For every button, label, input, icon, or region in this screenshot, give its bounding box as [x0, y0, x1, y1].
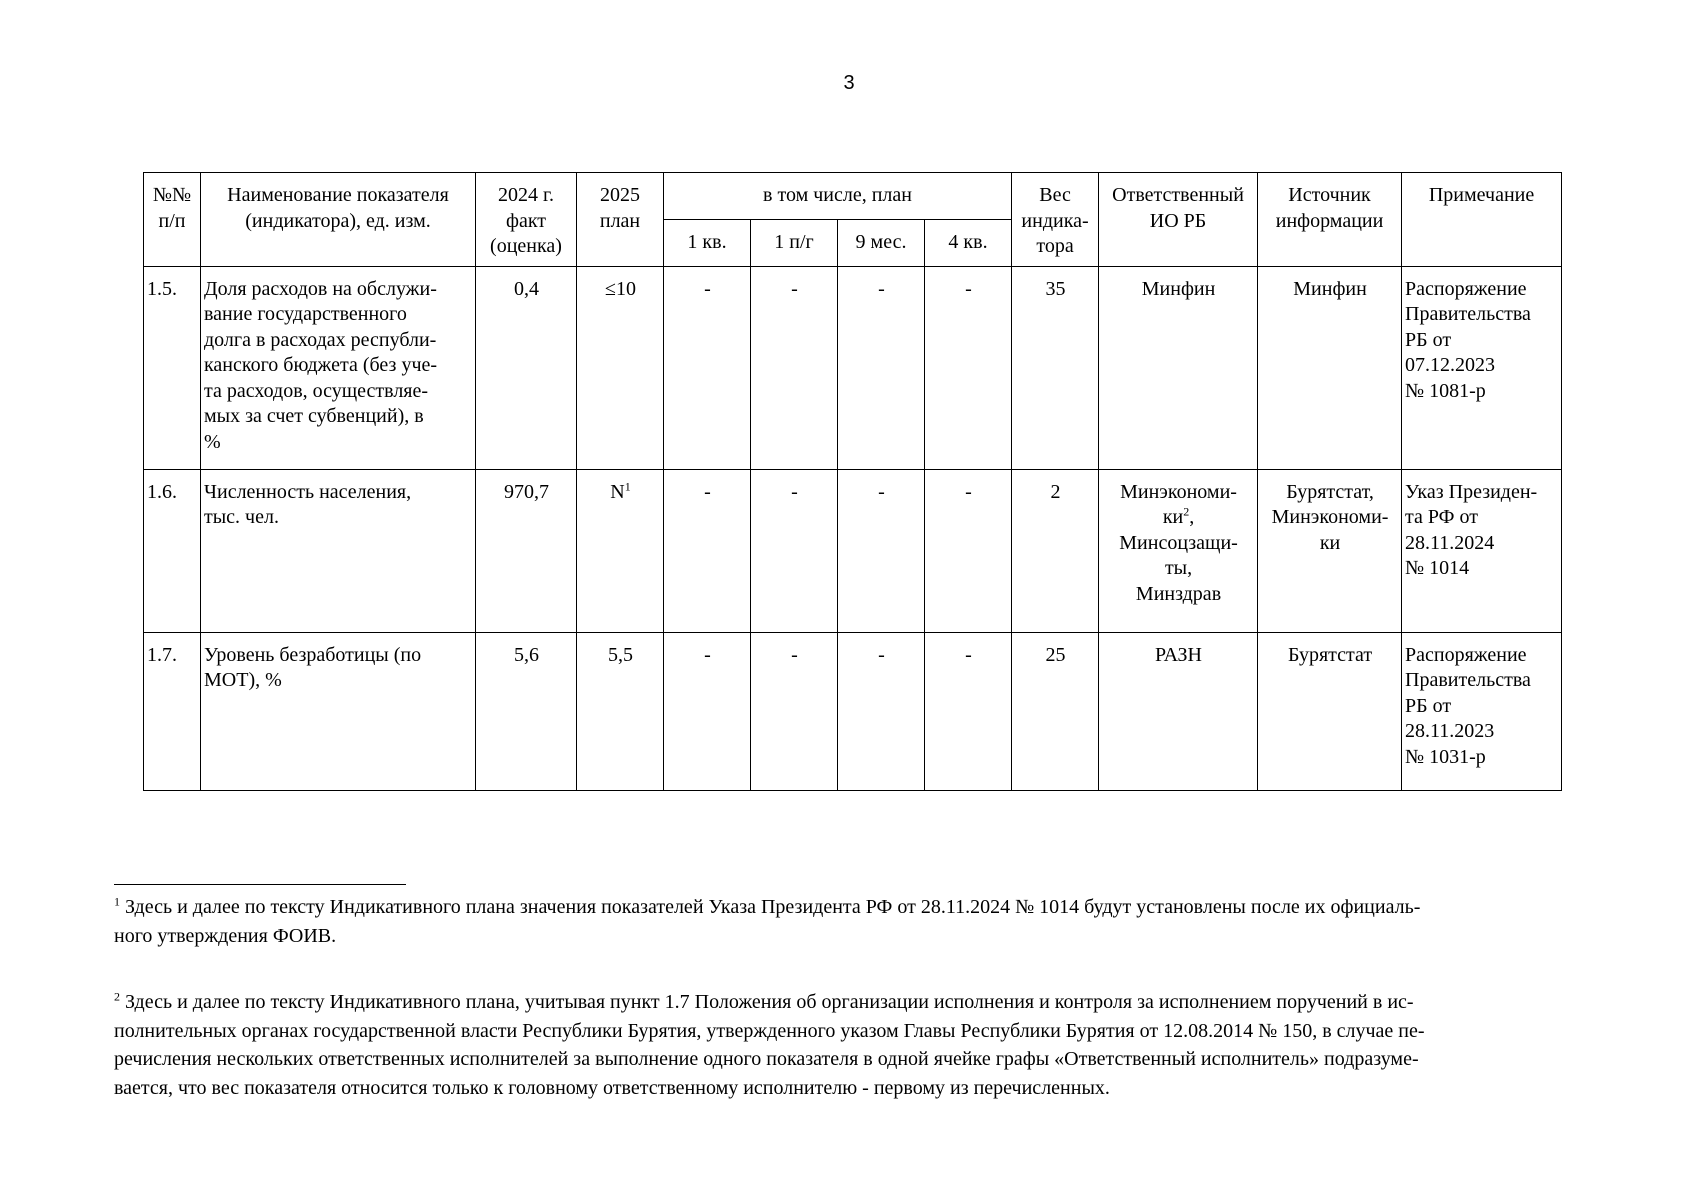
footnote-ref-1: 1 — [624, 478, 631, 493]
footnote-1: $^1$ Здесь и далее по тексту Индикативного плана значения показателей Указа Президента РФ от 28.11.2024 № 1014 будут установлены после их официаль- ного утверждения ФОИВ. — [114, 894, 1421, 947]
row-9m: - — [838, 469, 925, 632]
row-note: Распоряжение Правительства РБ от 28.11.2023 № 1031-р — [1402, 632, 1562, 790]
header-incl-plan: в том числе, план — [664, 173, 1012, 220]
row-source: Бурятстат, Минэкономи- ки — [1258, 469, 1402, 632]
row-q1: - — [664, 266, 751, 469]
row-name: Уровень безработицы (по МОТ), % — [201, 632, 476, 790]
footnote-mark: 1 — [114, 894, 120, 909]
row-h1: - — [751, 266, 838, 469]
table-row — [144, 632, 1562, 790]
row-plan: $N^1$ — [577, 469, 664, 632]
row-num: 1.5. — [144, 266, 201, 469]
row-q4: - — [925, 632, 1012, 790]
header-9m: 9 мес. — [838, 219, 925, 266]
row-fact: 0,4 — [476, 266, 577, 469]
header-q4: 4 кв. — [925, 219, 1012, 266]
row-h1: - — [751, 632, 838, 790]
footnote-mark: 2 — [114, 989, 120, 1004]
row-weight: 2 — [1012, 469, 1099, 632]
row-9m: - — [838, 632, 925, 790]
row-weight: 25 — [1012, 632, 1099, 790]
indicators-table — [143, 172, 1562, 791]
row-source: Минфин — [1258, 266, 1402, 469]
footnote-separator — [114, 884, 406, 885]
row-q4: - — [925, 266, 1012, 469]
row-fact: 970,7 — [476, 469, 577, 632]
header-row-1 — [144, 173, 1562, 220]
header-fact-2024: 2024 г. факт (оценка) — [476, 173, 577, 267]
header-source: Источник информации — [1258, 173, 1402, 267]
row-9m: - — [838, 266, 925, 469]
row-q4: - — [925, 469, 1012, 632]
row-q1: - — [664, 632, 751, 790]
header-h1: 1 п/г — [751, 219, 838, 266]
row-responsible: Минфин — [1099, 266, 1258, 469]
table-row — [144, 266, 1562, 469]
row-fact: 5,6 — [476, 632, 577, 790]
page-number: 3 — [843, 72, 855, 94]
row-responsible: РАЗН — [1099, 632, 1258, 790]
row-h1: - — [751, 469, 838, 632]
row-q1: - — [664, 469, 751, 632]
row-name: Доля расходов на обслужи- вание государственного долга в расходах республи- канского бюджета (без уче- та расходов, осуществляе- мых за счет субвенций), в % — [201, 266, 476, 469]
row-plan: 5,5 — [577, 632, 664, 790]
row-num: 1.6. — [144, 469, 201, 632]
header-note: Примечание — [1402, 173, 1562, 267]
row-source: Бурятстат — [1258, 632, 1402, 790]
header-q1: 1 кв. — [664, 219, 751, 266]
row-plan: ≤10 — [577, 266, 664, 469]
header-plan-2025: 2025 план — [577, 173, 664, 267]
row-num: 1.7. — [144, 632, 201, 790]
row-weight: 35 — [1012, 266, 1099, 469]
header-name: Наименование показателя (индикатора), ед. изм. — [201, 173, 476, 267]
footnote-ref-2: 2 — [1183, 504, 1190, 519]
row-name: Численность населения, тыс. чел. — [201, 469, 476, 632]
footnote-2: $^2$ Здесь и далее по тексту Индикативного плана, учитывая пункт 1.7 Положения об организации исполнения и контроля за исполнением поручений в ис- полнительных органах государственной власти Республики Бурятия, утвержденного указом Главы Республики Бурятия от 12.08.2014 № 150, в случае пе- речисления нескольких ответственных исполнителей за выполнение одного показателя в одной ячейке графы «Ответственный исполнитель» подразуме- вается, что вес показателя относится только к головному ответственному исполнителю - первому из перечисленных. — [114, 989, 1425, 1099]
table-row — [144, 469, 1562, 632]
row-note: Распоряжение Правительства РБ от 07.12.2023 № 1081-р — [1402, 266, 1562, 469]
header-num: №№ п/п — [144, 173, 201, 267]
header-responsible: Ответственный ИО РБ — [1099, 173, 1258, 267]
header-weight: Вес индика- тора — [1012, 173, 1099, 267]
row-responsible: Минэкономи- $ки^2$, Минсоцзащи- ты, Минздрав — [1099, 469, 1258, 632]
row-note: Указ Президен- та РФ от 28.11.2024 № 1014 — [1402, 469, 1562, 632]
